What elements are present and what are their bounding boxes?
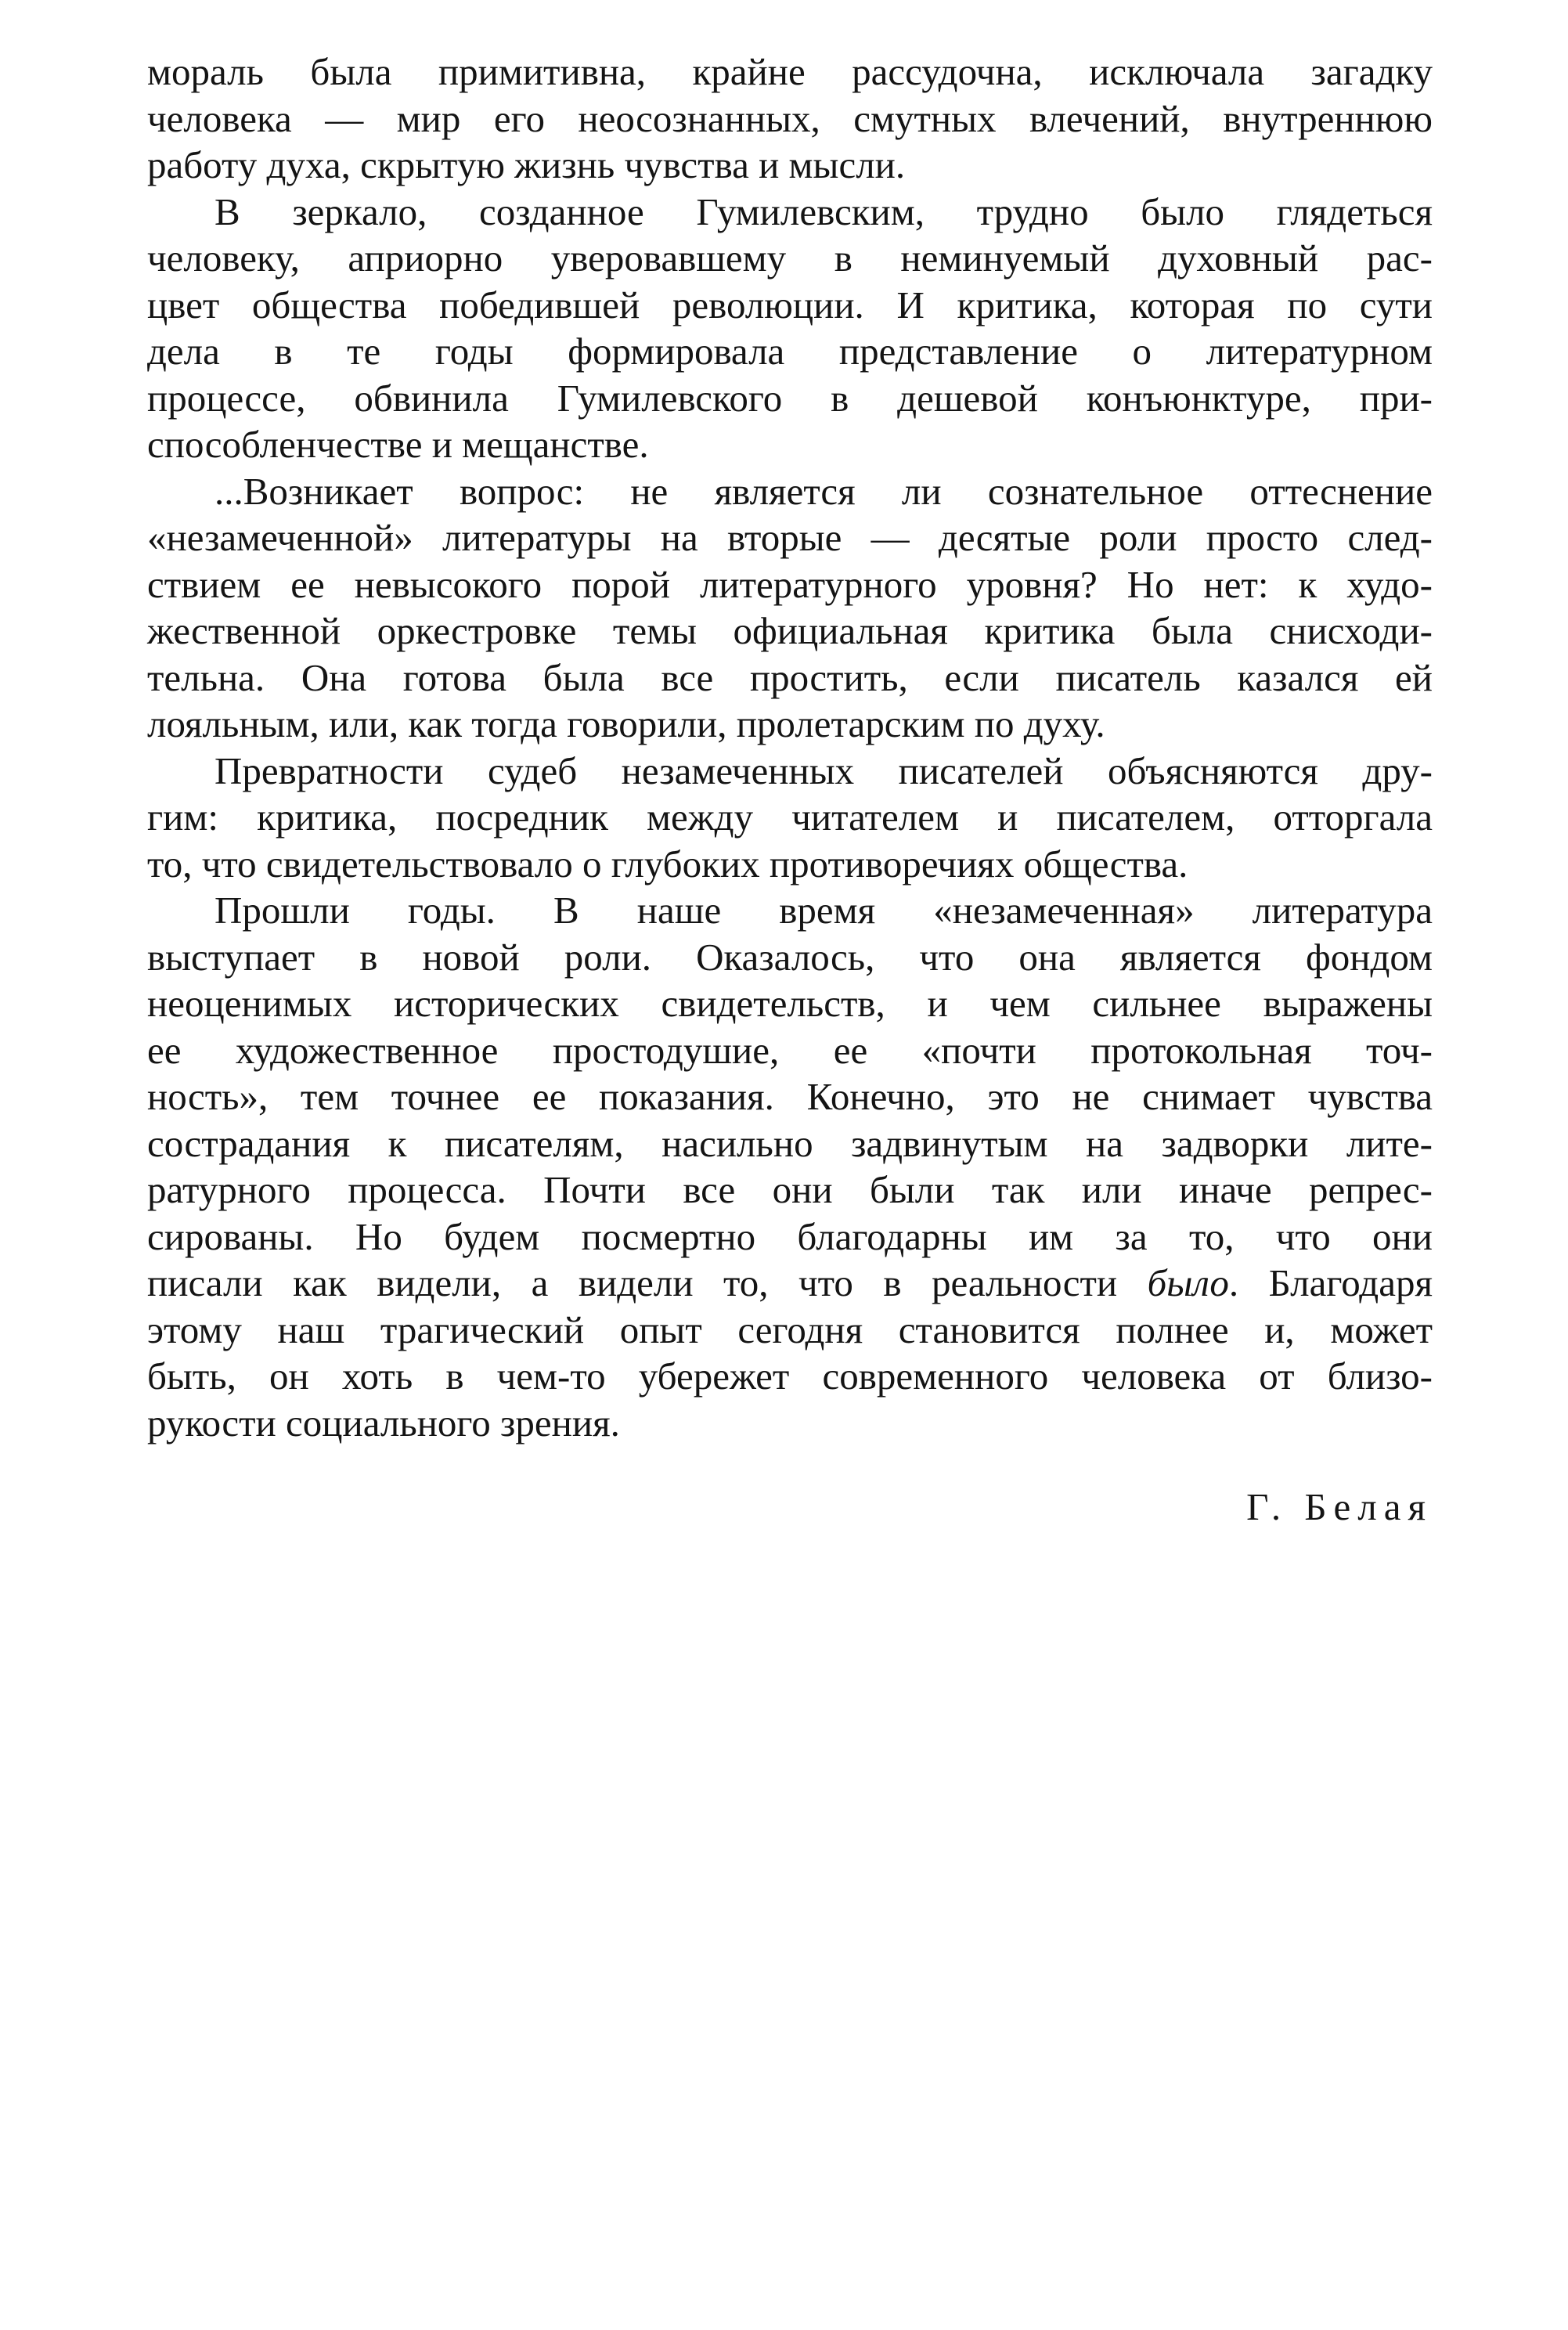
- text-segment: Превратности судеб незамеченных писателей объясняются дру-: [214, 748, 1433, 792]
- text-segment: жественной оркестровке темы официальная критика была снисходи-: [147, 609, 1433, 652]
- text-line: [147, 328, 1433, 375]
- text-segment: ...Возникает вопрос: не является ли сознательное оттеснение: [214, 469, 1433, 513]
- text-segment: мораль была примитивна, крайне рассудочна, исключала загадку: [147, 50, 1433, 93]
- text-line: [147, 841, 1433, 888]
- text-segment: процессе, обвинила Гумилевского в дешевой конъюнктуре, при-: [147, 376, 1433, 420]
- text-segment: выступает в новой роли. Оказалось, что она является фондом: [147, 935, 1433, 979]
- text-segment: сострадания к писателям, насильно задвинутым на задворки лите-: [147, 1121, 1433, 1165]
- text-line: [147, 1167, 1433, 1214]
- text-segment: ность», тем точнее ее показания. Конечно, это не снимает чувства: [147, 1075, 1433, 1118]
- text-segment: писали как видели, а видели то, что в реальности: [147, 1261, 1148, 1304]
- text-line: [147, 934, 1433, 981]
- text-line: [147, 189, 1433, 236]
- body-text: [147, 49, 1433, 1446]
- text-line: [147, 375, 1433, 422]
- text-line: [147, 49, 1433, 96]
- text-segment: гим: критика, посредник между читателем и писателем, отторгала: [147, 795, 1433, 839]
- text-line: [147, 1073, 1433, 1120]
- text-segment: сированы. Но будем посмертно благодарны им за то, что они: [147, 1214, 1433, 1258]
- text-segment: дела в те годы формировала представление о литературном: [147, 330, 1433, 373]
- text-line: [147, 701, 1433, 748]
- text-line: [147, 1027, 1433, 1074]
- text-line: [147, 1214, 1433, 1261]
- text-line: [147, 1307, 1433, 1354]
- text-segment: ее художественное простодушие, ее «почти протокольная точ-: [147, 1028, 1433, 1072]
- text-segment: человеку, априорно уверовавшему в неминуемый духовный рас-: [147, 236, 1433, 280]
- paragraph: [147, 748, 1433, 888]
- text-line: [147, 421, 1433, 468]
- text-segment: тельна. Она готова была все простить, если писатель казался ей: [147, 655, 1433, 699]
- text-line: [147, 96, 1433, 142]
- text-line: [147, 235, 1433, 282]
- paragraph: [147, 468, 1433, 748]
- paragraph: [147, 887, 1433, 1446]
- emphasis: было: [1147, 1261, 1229, 1304]
- text-segment: то, что свидетельствовало о глубоких противоречиях общества.: [147, 842, 1188, 885]
- text-line: [147, 980, 1433, 1027]
- text-segment: способленчестве и мещанстве.: [147, 423, 649, 466]
- text-segment: этому наш трагический опыт сегодня становится полнее и, может: [147, 1307, 1433, 1351]
- paragraph: [147, 49, 1433, 189]
- text-segment: человека — мир его неосознанных, смутных влечений, внутреннюю: [147, 96, 1433, 140]
- text-segment: ратурного процесса. Почти все они были так или иначе репрес-: [147, 1168, 1433, 1211]
- author-signature: Г. Белая: [1246, 1485, 1433, 1528]
- text-line: [147, 887, 1433, 934]
- text-segment: рукости социального зрения.: [147, 1401, 620, 1445]
- text-segment: лояльным, или, как тогда говорили, пролетарским по духу.: [147, 702, 1105, 745]
- text-segment: быть, он хоть в чем-то убережет современного человека от близо-: [147, 1354, 1433, 1398]
- text-segment: «незамеченной» литературы на вторые — десятые роли просто след-: [147, 516, 1433, 559]
- text-line: [147, 748, 1433, 795]
- text-line: [147, 1353, 1433, 1400]
- paragraph: [147, 189, 1433, 468]
- text-line: [147, 1120, 1433, 1167]
- text-line: [147, 282, 1433, 329]
- text-line: [147, 514, 1433, 561]
- text-segment: . Благодаря: [1228, 1261, 1433, 1304]
- text-segment: работу духа, скрытую жизнь чувства и мысли.: [147, 143, 906, 186]
- text-line: [147, 608, 1433, 655]
- text-line: [147, 1260, 1433, 1307]
- text-line: [147, 794, 1433, 841]
- text-segment: Прошли годы. В наше время «незамеченная» литература: [214, 889, 1433, 932]
- text-segment: В зеркало, созданное Гумилевским, трудно было глядеться: [214, 189, 1433, 233]
- text-segment: ствием ее невысокого порой литературного уровня? Но нет: к худо-: [147, 562, 1433, 606]
- text-line: [147, 655, 1433, 702]
- text-segment: неоценимых исторических свидетельств, и чем сильнее выражены: [147, 982, 1433, 1025]
- text-line: [147, 142, 1433, 189]
- text-line: [147, 561, 1433, 608]
- text-line: [147, 468, 1433, 515]
- text-line: [147, 1400, 1433, 1447]
- text-segment: цвет общества победившей революции. И критика, которая по сути: [147, 283, 1433, 326]
